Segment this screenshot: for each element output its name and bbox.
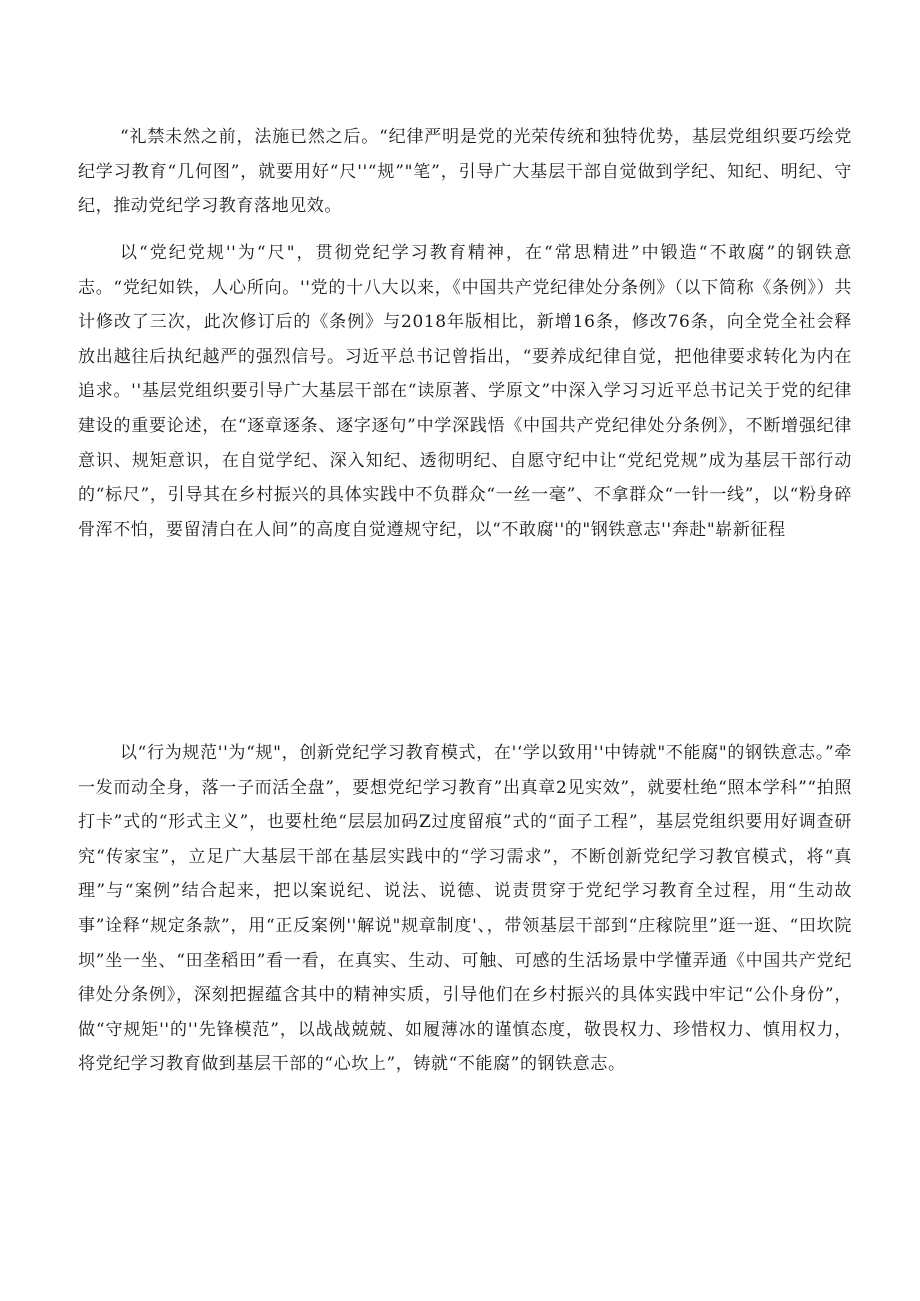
paragraph-party-rules-ruler: 以“党纪党规''为“尺"，贯彻党纪学习教育精神，在“常思精进”中锻造“不敢腐”的钢铁意志。“党纪如铁，人心所向。''党的十八大以来，《中国共产党纪律处分条例》（以下简称《条例》）共计修改了三次，此次修订后的《条例》与2018年版相比，新增16条，修改76条，向全党全社会释放出越往后执纪越严的强烈信号。习近平总书记曾指出，“要养成纪律自觉，把他律要求转化为内在追求。''基层党组织要引导广大基层干部在“读原著、学原文”中深入学习习近平总书记关于党的纪律建设的重要论述，在“逐章逐条、逐字逐句”中学深践悟《中国共产党纪律处分条例》，不断增强纪律意识、规矩意识，在自觉学纪、深入知纪、透彻明纪、自愿守纪中让“党纪党规”成为基层干部行动的“标尺”，引导其在乡村振兴的具体实践中不负群众“一丝一毫”、不拿群众“一针一线”，以“粉身碎骨浑不怕，要留清白在人间”的高度自觉遵规守纪，以“不敢腐''的"钢铁意志''奔赴"崭新征程: [78, 243, 852, 540]
paragraph-conduct-norms-compass: 以“行为规范''为“规"，创新党纪学习教育模式，在'‘学以致用''中铸就"不能腐"的钢铁意志。”牵一发而动全身，落一子而活全盘”，要想党纪学习教育”出真章2见实效”，就要杜绝“照本学科”“拍照打卡”式的“形式主义”，也要杜绝“层层加码Z过度留痕”式的“面子工程”，基层党组织要用好调查研究“传家宝”，立足广大基层干部在基层实践中的“学习需求”，不断创新党纪学习教官模式，将“真理”与“案例”结合起来，把以案说纪、说法、说德、说责贯穿于党纪学习教育全过程，用“生动故事”诠释“规定条款”，用“正反案例''解说"规章制度'、，带领基层干部到“庄稼院里”逛一逛、“田坎院坝”坐一坐、“田垄稻田”看一看，在真实、生动、可触、可感的生活场景中学懂弄通《中国共产党纪律处分条例》，深刻把握蕴含其中的精神实质，引导他们在乡村振兴的具体实践中牢记“公仆身份”，做“守规矩''的''先锋模范”，以战战兢兢、如履薄冰的谨慎态度，敬畏权力、珍惜权力、慎用权力，将党纪学习教育做到基层干部的“心坎上”，铸就“不能腐”的钢铁意志。: [78, 743, 852, 1075]
paragraph-intro: “礼禁未然之前，法施已然之后。“纪律严明是党的光荣传统和独特优势，基层党组织要巧绘党纪学习教育“几何图”，就要用好“尺''“规”"笔”，引导广大基层干部自觉做到学纪、知纪、明纪、守纪，推动党纪学习教育落地见效。: [78, 127, 852, 217]
